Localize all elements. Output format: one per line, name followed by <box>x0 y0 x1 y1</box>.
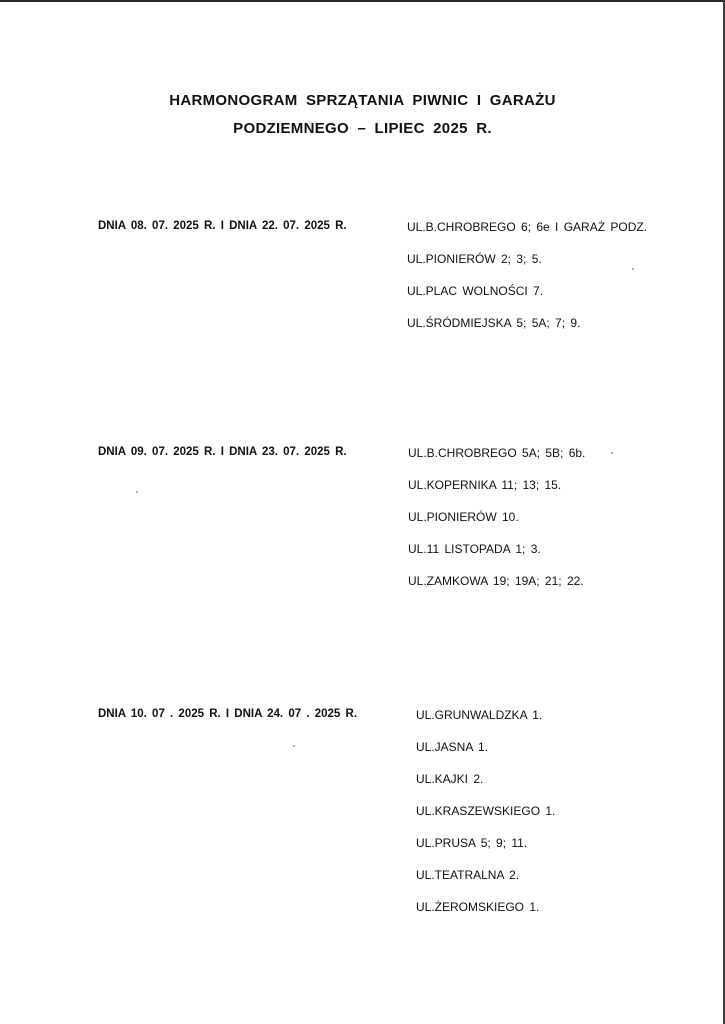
address-item: UL.PIONIERÓW 10. <box>408 510 519 524</box>
scan-speck <box>632 268 634 270</box>
address-item: UL.GRUNWALDZKA 1. <box>416 708 543 722</box>
section-dates: DNIA 09. 07. 2025 R. I DNIA 23. 07. 2025 R. <box>98 446 347 458</box>
address-item: UL.PRUSA 5; 9; 11. <box>416 836 528 850</box>
address-item: UL.KRASZEWSKIEGO 1. <box>416 804 556 818</box>
section-dates: DNIA 08. 07. 2025 R. I DNIA 22. 07. 2025 R. <box>98 220 347 232</box>
address-item: UL.B.CHROBREGO 6; 6e I GARAŻ PODZ. <box>407 220 648 234</box>
scan-speck <box>136 491 138 493</box>
scan-speck <box>611 452 613 454</box>
address-item: UL.PIONIERÓW 2; 3; 5. <box>407 252 542 266</box>
address-item: UL.ŻEROMSKIEGO 1. <box>416 900 540 914</box>
address-list <box>408 447 585 607</box>
address-item: UL.ZAMKOWA 19; 19A; 21; 22. <box>408 574 584 588</box>
address-item: UL.KOPERNIKA 11; 13; 15. <box>408 478 562 492</box>
address-item: UL.JASNA 1. <box>416 740 489 754</box>
address-item: UL.PLAC WOLNOŚCI 7. <box>407 284 544 298</box>
address-item: UL.11 LISTOPADA 1; 3. <box>408 542 541 556</box>
document-title-line-1: HARMONOGRAM SPRZĄTANIA PIWNIC I GARAŻU <box>169 92 556 109</box>
section-dates: DNIA 10. 07 . 2025 R. I DNIA 24. 07 . 2025 R. <box>98 708 358 720</box>
address-item: UL.ŚRÓDMIEJSKA 5; 5A; 7; 9. <box>407 316 581 330</box>
address-item: UL.KAJKI 2. <box>416 772 484 786</box>
address-list <box>416 709 555 933</box>
document-title-line-2: PODZIEMNEGO – LIPIEC 2025 R. <box>233 120 492 137</box>
address-item: UL.B.CHROBREGO 5A; 5B; 6b. <box>408 446 586 460</box>
address-list <box>407 221 647 349</box>
scan-top-edge <box>0 0 725 2</box>
address-item: UL.TEATRALNA 2. <box>416 868 520 882</box>
scan-speck <box>293 745 295 747</box>
